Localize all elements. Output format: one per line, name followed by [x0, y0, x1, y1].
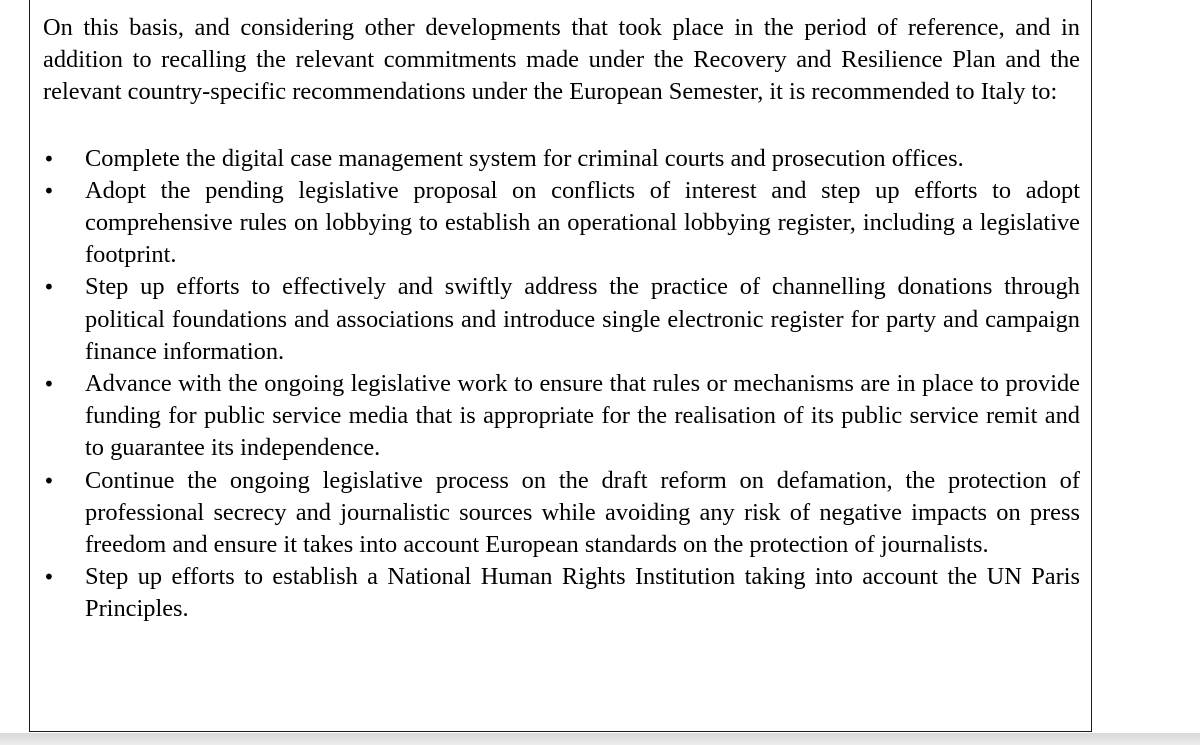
bullet-icon: • [43, 468, 55, 493]
recommendation-text: Adopt the pending legislative proposal on conflicts of interest and step up efforts to adopt comprehensive rules on lobbying to establish an operational lobbying register, including a legislative footprint. [85, 176, 1080, 269]
recommendation-text: Continue the ongoing legislative process on the draft reform on defamation, the protection of professional secrecy and journalistic sources while avoiding any risk of negative impacts on press freedom and ensure it takes into account European standards on the protection of journalists. [85, 466, 1080, 559]
recommendation-text-box [43, 12, 1080, 626]
recommendation-text: Step up efforts to effectively and swiftly address the practice of channelling donations through political foundations and associations and introduce single electronic register for party and campaign finance information. [85, 273, 1080, 365]
recommendation-item [43, 175, 1080, 272]
bullet-icon: • [43, 275, 55, 300]
recommendation-text: Complete the digital case management system for criminal courts and prosecution offices. [85, 144, 964, 172]
recommendation-item [43, 368, 1080, 465]
bullet-icon: • [43, 146, 55, 171]
recommendation-list [43, 143, 1080, 626]
intro-paragraph: On this basis, and considering other developments that took place in the period of reference, and in addition to recalling the relevant commitments made under the Recovery and Resilience Plan and the relevant country-specific recommendations under the European Semester, it is recommended to Italy to: [43, 14, 1080, 106]
recommendation-text: Advance with the ongoing legislative work to ensure that rules or mechanisms are in place to provide funding for public service media that is appropriate for the realisation of its public service remit and to guarantee its independence. [85, 370, 1080, 462]
recommendation-item [43, 271, 1080, 368]
recommendation-item [43, 143, 1080, 175]
recommendation-item [43, 465, 1080, 562]
bullet-icon: • [43, 565, 55, 590]
page-bottom-edge [0, 733, 1200, 745]
bullet-icon: • [43, 178, 55, 203]
recommendation-item [43, 561, 1080, 625]
bullet-icon: • [43, 372, 55, 397]
recommendation-text: Step up efforts to establish a National Human Rights Institution taking into account the UN Paris Principles. [85, 563, 1080, 623]
